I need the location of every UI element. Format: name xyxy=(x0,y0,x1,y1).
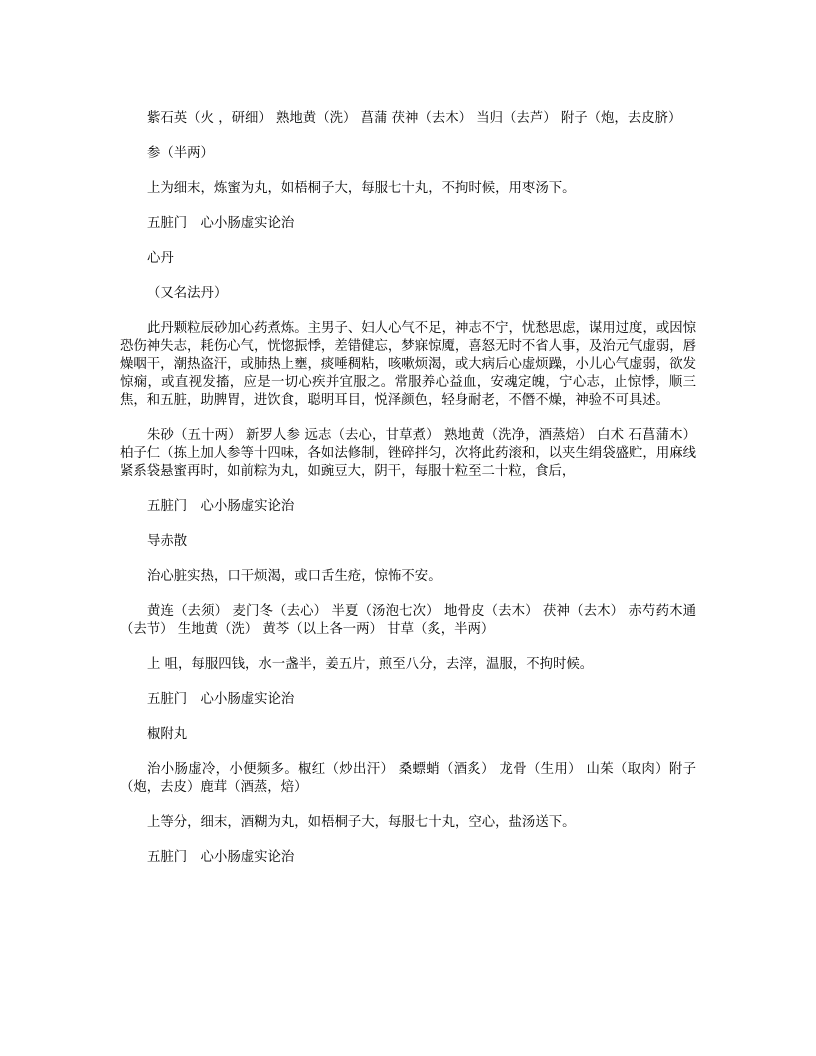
formula-alias: （又名法丹） xyxy=(147,286,228,301)
indication-paragraph: 治小肠虚冷，小便频多。椒红（炒出汗） 桑螵蛸（酒炙） 龙骨（生用） 山茱（取肉）附子（炮，去皮）鹿茸（酒蒸，焙） xyxy=(120,762,696,795)
formula-title: 椒附丸 xyxy=(147,727,188,742)
ingredient-dose-paragraph: 参（半两） xyxy=(147,146,214,161)
section-heading: 五脏门 心小肠虚实论治 xyxy=(147,850,295,865)
document-page xyxy=(120,110,696,884)
formula-title: 心丹 xyxy=(147,251,174,266)
indication-paragraph: 此丹颗粒辰砂加心药煮炼。主男子、妇人心气不足，神志不宁，忧愁思虑，谋用过度，或因惊恐伤神失志，耗伤心气，恍惚振悸，差错健忘，梦寐惊魇，喜怒无时不省人事，及治元气虚弱，唇燥咽干，潮热盗汗，或肺热上壅，痰唾稠粘，咳嗽烦渴，或大病后心虚烦躁，小儿心气虚弱，欲发惊痫，或直视发搐，应是一切心疾并宜服之。常服养心益血，安魂定魄，宁心志，止惊悸，顺三焦，和五脏，助脾胃，进饮食，聪明耳目，悦泽颜色，轻身耐老，不僭不燥，神验不可具述。 xyxy=(120,321,697,408)
preparation-paragraph: 上 咀，每服四钱，水一盏半，姜五片，煎至八分，去滓，温服，不拘时候。 xyxy=(147,657,594,672)
section-heading: 五脏门 心小肠虚实论治 xyxy=(147,216,295,231)
preparation-paragraph: 上等分，细末，酒糊为丸，如梧桐子大，每服七十丸，空心，盐汤送下。 xyxy=(147,815,576,830)
formula-title: 导赤散 xyxy=(147,534,188,549)
ingredient-list-paragraph: 朱砂（五十两） 新罗人参 远志（去心，甘草煮） 熟地黄（洗净，酒蒸焙） 白术 石菖蒲木） 柏子仁（拣上加人参等十四味，各如法修制，锉碎拌匀，次将此药滚和，以夹生绢袋盛贮，用麻线紧系袋悬蜜再时，如前粽为丸，如豌豆大，阴干，每服十粒至二十粒，食后， xyxy=(120,428,696,479)
ingredient-list-paragraph: 紫石英（火 ，研细） 熟地黄（洗） 菖蒲 茯神（去木） 当归（去芦） 附子（炮，去皮脐） xyxy=(147,111,682,126)
section-heading: 五脏门 心小肠虚实论治 xyxy=(147,499,295,514)
ingredient-list-paragraph: 黄连（去须） 麦门冬（去心） 半夏（汤泡七次） 地骨皮（去木） 茯神（去木） 赤芍药木通（去节） 生地黄（洗） 黄芩（以上各一两） 甘草（炙，半两） xyxy=(120,604,696,637)
indication-paragraph: 治心脏实热，口干烦渴，或口舌生疮，惊怖不安。 xyxy=(147,569,442,584)
section-heading: 五脏门 心小肠虚实论治 xyxy=(147,692,295,707)
preparation-paragraph: 上为细末，炼蜜为丸，如梧桐子大，每服七十丸，不拘时候，用枣汤下。 xyxy=(147,181,576,196)
